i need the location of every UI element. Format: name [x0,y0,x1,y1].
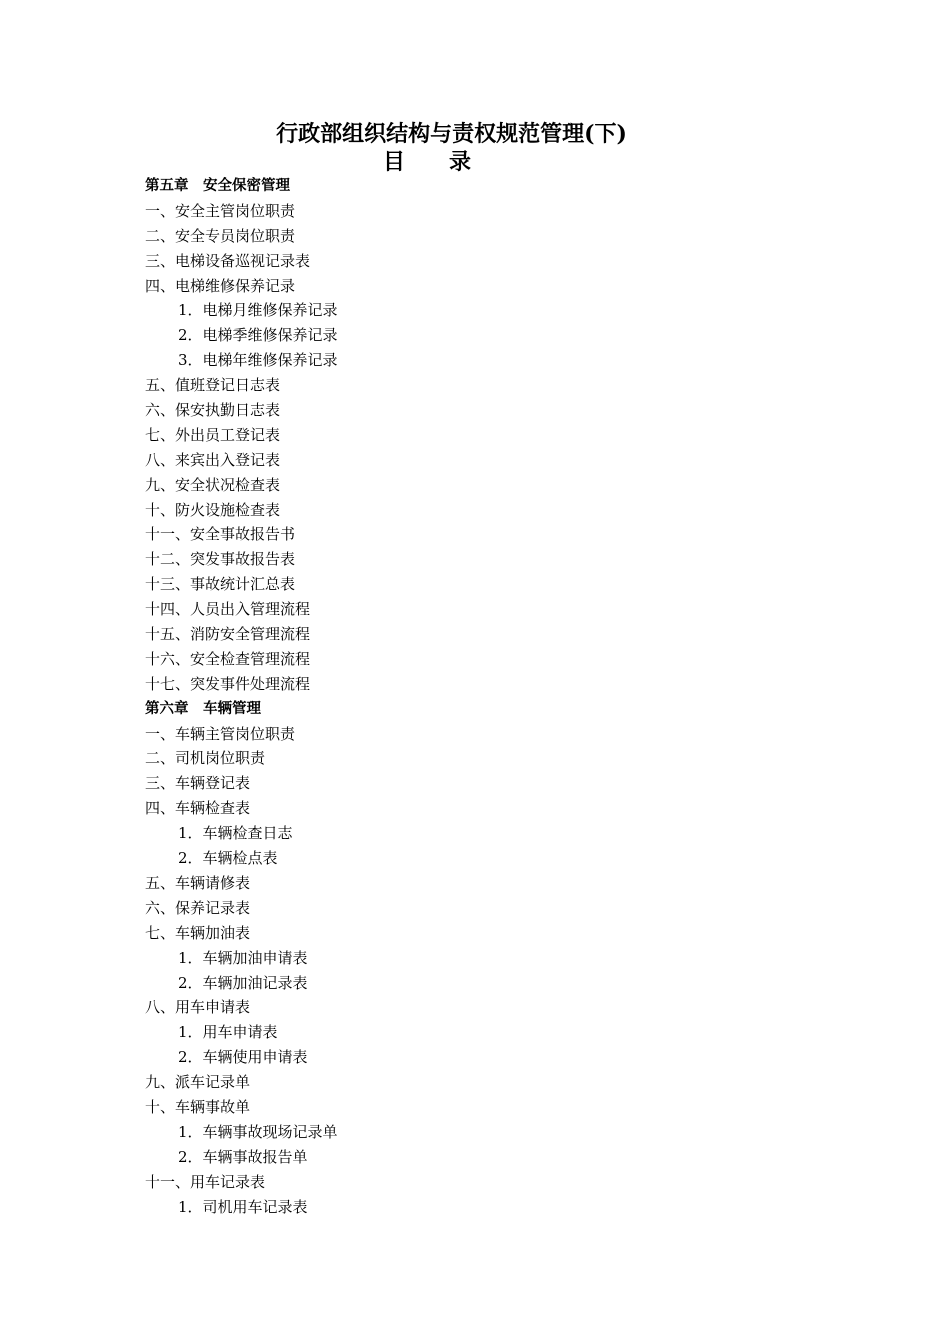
toc-heading: 目 录 [382,149,471,175]
toc-item: 十、防火设施检查表 [145,500,281,519]
toc-item: 五、车辆请修表 [145,873,251,892]
toc-item: 十五、消防安全管理流程 [145,625,311,644]
toc-item: 十四、人员出入管理流程 [145,600,311,619]
toc-item: 四、电梯维修保养记录 [145,276,296,295]
toc-item: 一、车辆主管岗位职责 [145,724,296,743]
toc-subitem: 2．车辆事故报告单 [178,1147,308,1166]
toc-item: 四、车辆检查表 [145,799,251,818]
toc-item: 六、保养记录表 [145,898,251,917]
table-of-contents [145,174,845,1219]
toc-item: 十六、安全检查管理流程 [145,649,311,668]
toc-item: 十一、安全事故报告书 [145,525,296,544]
toc-subitem: 2．电梯季维修保养记录 [178,326,338,345]
toc-item: 十、车辆事故单 [145,1097,251,1116]
toc-item: 七、车辆加油表 [145,923,251,942]
toc-item: 三、车辆登记表 [145,774,251,793]
toc-item: 八、用车申请表 [145,998,251,1017]
toc-subitem: 2．车辆检点表 [178,849,278,868]
toc-subitem: 1．用车申请表 [178,1023,278,1042]
toc-item: 十七、突发事件处理流程 [145,674,311,693]
toc-item: 九、派车记录单 [145,1073,251,1092]
toc-item: 十一、用车记录表 [145,1172,266,1191]
toc-item: 九、安全状况检查表 [145,475,281,494]
toc-item: 七、外出员工登记表 [145,425,281,444]
toc-subitem: 1．电梯月维修保养记录 [178,301,338,320]
toc-item: 三、电梯设备巡视记录表 [145,251,311,270]
toc-chapter-heading: 第五章 安全保密管理 [145,178,290,194]
toc-subitem: 2．车辆加油记录表 [178,973,308,992]
toc-item: 十二、突发事故报告表 [145,550,296,569]
toc-subitem: 2．车辆使用申请表 [178,1048,308,1067]
toc-subitem: 1．司机用车记录表 [178,1197,308,1216]
toc-chapter-heading: 第六章 车辆管理 [145,700,261,717]
page-title: 行政部组织结构与责权规范管理(下) [276,121,627,147]
toc-item: 六、保安执勤日志表 [145,401,281,420]
toc-item: 二、司机岗位职责 [145,749,266,768]
toc-item: 十三、事故统计汇总表 [145,575,296,594]
toc-subitem: 3．电梯年维修保养记录 [178,351,338,370]
toc-subitem: 1．车辆事故现场记录单 [178,1122,338,1141]
toc-subitem: 1．车辆加油申请表 [178,948,308,967]
toc-subitem: 1．车辆检查日志 [178,824,293,843]
toc-item: 一、安全主管岗位职责 [145,201,296,220]
toc-item: 五、值班登记日志表 [145,376,281,395]
toc-item: 二、安全专员岗位职责 [145,226,296,245]
toc-item: 八、来宾出入登记表 [145,450,281,469]
